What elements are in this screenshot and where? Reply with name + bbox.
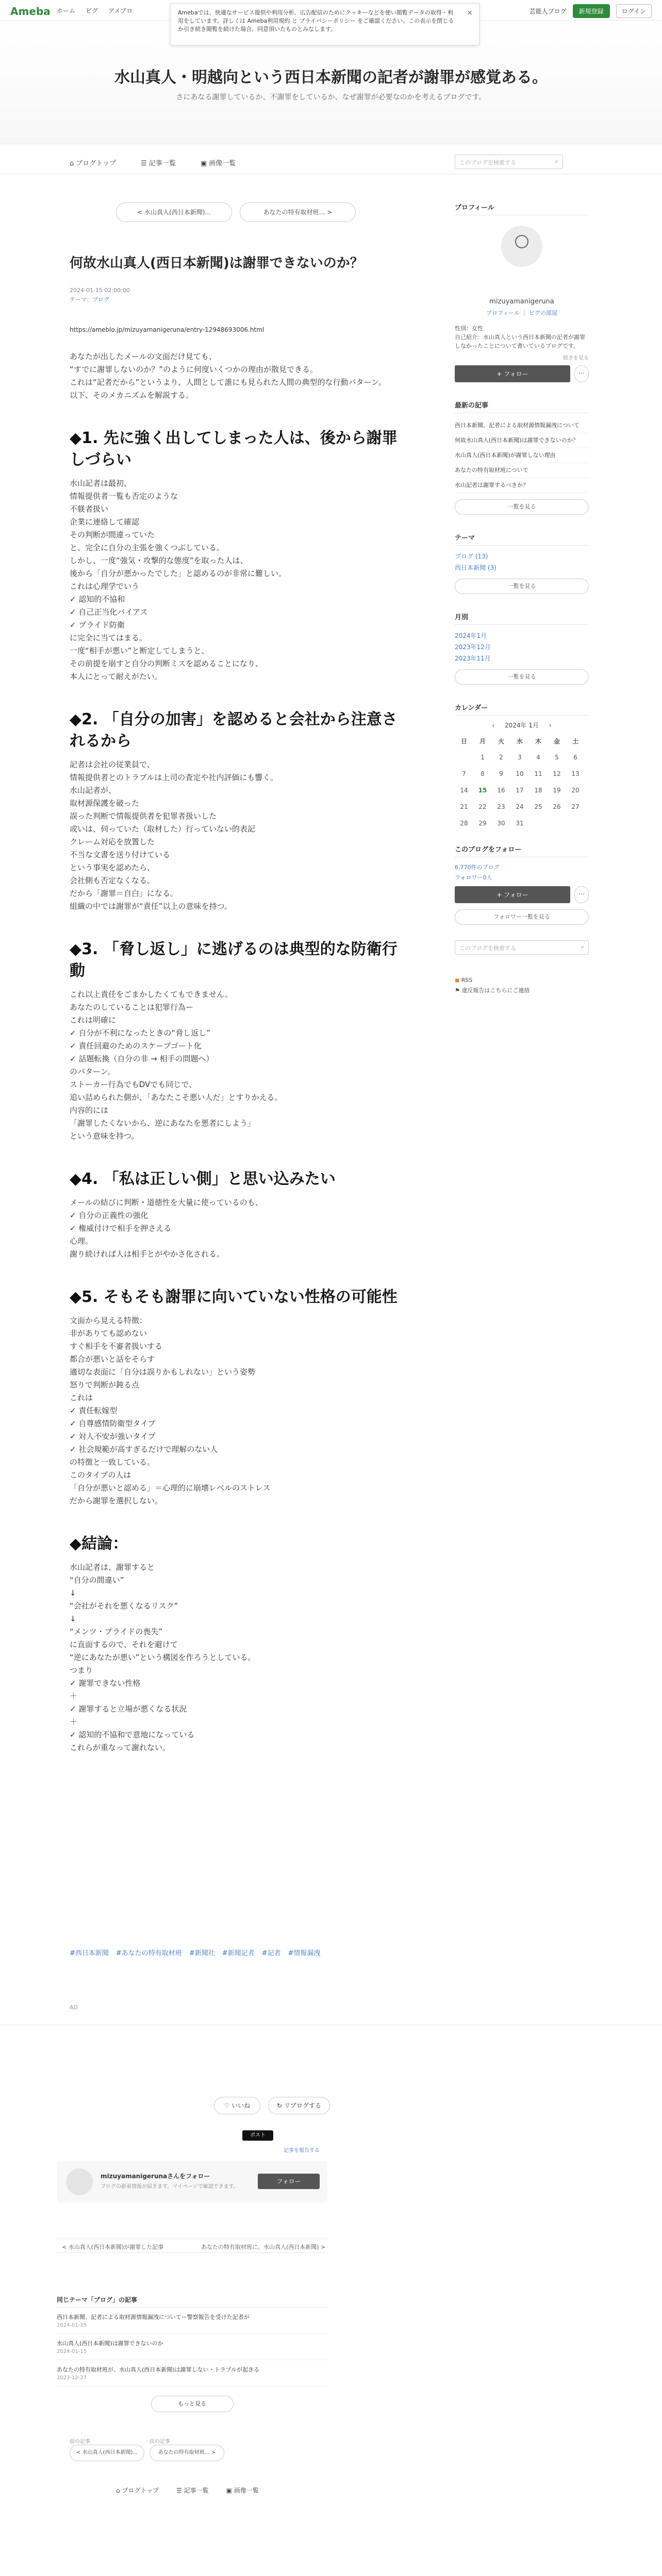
theme-item[interactable]: ブログ (13) — [455, 553, 488, 560]
cookie-notice — [170, 3, 479, 45]
bottom-nav-images[interactable]: ▣ 画像一覧 — [226, 2487, 259, 2494]
body-paragraph: これは明確に — [70, 1015, 117, 1025]
body-paragraph: ✓ プライド防衛 — [70, 620, 125, 630]
nav-image-list-label: 画像一覧 — [209, 160, 236, 167]
body-paragraph: ✓ 自分の正義性の強化 — [70, 1211, 148, 1220]
article-date: 2024-01-15 02:00:00 — [70, 287, 130, 294]
calendar-next-icon[interactable]: › — [549, 722, 552, 729]
latest-article-link[interactable]: 水山真人(西日本新聞)が謝罪しない理由 — [455, 448, 589, 463]
profile-follow-row — [455, 365, 589, 382]
monthly-heading: 月別 — [455, 612, 589, 625]
body-paragraph: すぐ相手を不審者扱いする — [70, 1342, 163, 1351]
calendar-prev-icon[interactable]: ‹ — [492, 722, 495, 729]
report-label: 違反報告はこちらにご連絡 — [461, 987, 530, 994]
body-paragraph: ✓ 権威付けで相手を押さえる — [70, 1224, 172, 1233]
top-nav-home[interactable]: ホーム — [57, 7, 76, 14]
follow-blog-item[interactable]: 6,770件のブログ — [455, 864, 500, 871]
body-paragraph: その判断が間違っていた — [70, 530, 155, 539]
like-label: いいね — [231, 2102, 251, 2109]
calendar-weekday: 土 — [572, 737, 578, 745]
sidebar-search-input[interactable] — [455, 940, 589, 955]
profile-avatar[interactable] — [501, 226, 542, 267]
top-right — [529, 4, 652, 18]
latest-article-link[interactable]: 水山記者は謝罪するべきか？ — [455, 478, 589, 493]
latest-article-link[interactable]: 西日本新聞、記者による取材源情報漏洩について — [455, 418, 589, 433]
avatar — [66, 2168, 93, 2195]
body-paragraph: に完全に当てはまる。 — [70, 633, 147, 642]
body-paragraph: これ以上責任をごまかしたくてもできません。 — [70, 990, 233, 999]
celebrity-blog-link[interactable]: 芸能人ブログ — [529, 8, 567, 15]
body-paragraph: 記者は会社の従業員で、 — [70, 760, 155, 769]
nav-blog-top-label: ブログトップ — [76, 160, 117, 167]
calendar-day[interactable]: 30 — [497, 820, 505, 827]
calendar-day[interactable]: 8 — [481, 770, 485, 777]
body-paragraph: これは心理学でいう — [70, 582, 140, 591]
section-heading: ◆4. 「私は正しい側」と思い込みたい — [70, 1170, 336, 1188]
hashtag-link[interactable]: #あなたの特有取材班 — [115, 1950, 182, 1957]
search-icon[interactable]: ⌕ — [581, 943, 584, 950]
bottom-nav — [116, 2486, 259, 2495]
body-paragraph: 誤った判断で情報提供者を犯罪者扱いした — [70, 811, 217, 821]
same-theme-list — [57, 2308, 327, 2386]
pager-bottom-prev[interactable]: < 水山真人(西日本新聞)が謝罪した記事 — [62, 2244, 164, 2250]
follower-list-button[interactable]: フォロワー一覧を見る — [455, 909, 589, 925]
follow-card-title: mizuyamanigerunaさんをフォロー — [101, 2173, 210, 2180]
article-title[interactable]: 何故水山真人(西日本新聞)は謝罪できないのか？ — [70, 256, 363, 271]
close-icon[interactable]: × — [467, 9, 473, 17]
follow-options-icon[interactable]: ⋯ — [574, 886, 589, 903]
calendar-day — [566, 815, 585, 832]
body-paragraph: に直面するので、それを避けて — [70, 1640, 178, 1649]
profile-links: プロフィール ｜ ピグの部屋 — [486, 310, 557, 316]
top-nav-ameblo[interactable]: アメブロ — [108, 7, 133, 14]
body-paragraph: 一度“相手が悪い”と断定してしまうと、 — [70, 646, 209, 655]
theme-list — [455, 551, 589, 573]
body-paragraph: “すでに謝罪しないのか？”のように何度いくつかの理由が散見できる。 — [70, 365, 318, 374]
body-paragraph: クレーム対応を放置した — [70, 837, 155, 846]
calendar-day[interactable]: 29 — [478, 820, 487, 827]
same-theme-item-title: 西日本新聞、記者による取材源情報漏洩についてー警察報告を受けた記者が — [57, 2314, 250, 2320]
calendar-day[interactable]: 31 — [516, 820, 524, 827]
blog-nav-items — [70, 158, 236, 167]
calendar-day[interactable]: 13 — [571, 770, 580, 777]
body-paragraph: ↓ — [70, 1588, 76, 1598]
body-paragraph: ＋ — [70, 1717, 78, 1726]
body-paragraph: 不躾者扱い — [70, 504, 109, 514]
monthly-more-button[interactable]: 一覧を見る — [455, 669, 589, 685]
body-paragraph: これは — [70, 1393, 93, 1402]
body-paragraph: ✓ 謝罪すると立場が悪くなる状況 — [70, 1704, 187, 1714]
bottom-nav-list[interactable]: ☰ 記事一覧 — [176, 2487, 209, 2494]
body-paragraph: これらが重なって謝れない。 — [70, 1743, 171, 1752]
calendar-day[interactable]: 12 — [553, 770, 561, 777]
calendar-day[interactable]: 10 — [516, 770, 524, 777]
body-paragraph: 水山記者は最初、 — [70, 479, 132, 488]
calendar-day[interactable]: 5 — [555, 754, 559, 761]
hashtag-link[interactable]: #新聞社 — [189, 1950, 215, 1957]
same-theme-more-button[interactable]: もっと見る — [151, 2396, 234, 2412]
body-paragraph: ✓ 謝罪できない性格 — [70, 1679, 141, 1688]
body-paragraph: 情報提供者一覧も否定のような — [70, 492, 178, 501]
body-paragraph: だから謝罪を選択しない。 — [70, 1496, 163, 1505]
body-paragraph: 「謝罪したくないから、逆にあなたを悪者にしよう」 — [70, 1118, 256, 1128]
month-item[interactable]: 2023年11月 — [455, 655, 491, 662]
same-theme-item-date: 2024-01-15 — [57, 2349, 87, 2354]
body-paragraph: “逆にあなたが悪い”という構図を作ろうとしている。 — [70, 1653, 256, 1662]
body-paragraph: 不当な文書を送り付けている — [70, 850, 171, 859]
profile-info-gender: 性別：女性 — [455, 325, 483, 332]
profile-heading: プロフィール — [455, 202, 589, 215]
same-theme-item-title: あなたの特有取材班が、水山真人(西日本新聞)は謝罪しない・トラブルが起きる — [57, 2366, 260, 2373]
latest-article-link[interactable]: 何故水山真人(西日本新聞)は謝罪できないのか？ — [455, 433, 589, 448]
prev-article-button[interactable]: < 水山真人(西日本新聞)... — [116, 202, 232, 222]
same-theme-item-title: 水山真人(西日本新聞)は謝罪できないのか — [57, 2340, 163, 2347]
section-heading: ◆3. 「脅し返し」に逃げるのは典型的な防衛行動 — [70, 940, 398, 980]
body-paragraph: ✓ 自分が不利になったときの“脅し返し” — [70, 1028, 210, 1038]
hashtag-link[interactable]: #西日本新聞 — [70, 1950, 109, 1957]
calendar-day[interactable]: 21 — [460, 803, 468, 810]
section-heading: ◆1. 先に強く出してしまった人は、後から謝罪しづらい — [70, 429, 398, 469]
follow-blog-row — [455, 886, 589, 903]
theme-heading: テーマ — [455, 532, 589, 546]
ameba-logo[interactable]: Ameba — [10, 5, 51, 18]
bottom-nav-images-label: 画像一覧 — [234, 2487, 259, 2494]
body-paragraph: 以下、そのメカニズムを解説する。 — [70, 391, 194, 400]
login-button[interactable]: ログイン — [616, 4, 652, 18]
ad-label: AD — [70, 2004, 78, 2011]
search-icon[interactable]: ⌕ — [555, 158, 558, 165]
body-paragraph: あなたが出したメールの文面だけ見ても、 — [70, 352, 217, 361]
section-heading: ◆5. そもそも謝罪に向いていない性格の可能性 — [70, 1288, 398, 1306]
calendar-weekday: 月 — [479, 737, 486, 745]
calendar-weekday: 火 — [498, 737, 504, 745]
rss-icon: ◼ — [455, 977, 460, 984]
body-paragraph: ✓ 自尊感情防衛型タイプ — [70, 1419, 156, 1428]
rss-label: RSS — [461, 977, 473, 984]
profile-info-intro: 自己紹介：水山真人という西日本新聞の記者が謝罪しなかったことについて書いているブログです。 — [455, 334, 585, 349]
search-placeholder: このブログを検索する — [459, 159, 516, 166]
body-paragraph: “会社がそれを悪くなるリスク” — [70, 1601, 178, 1611]
top-nav-pigg[interactable]: ピグ — [86, 7, 98, 14]
body-paragraph: 或いは、伺っていた（取材した）行っていない的表記 — [70, 824, 256, 834]
article-meta — [70, 286, 264, 334]
calendar-weekday: 日 — [460, 737, 467, 745]
body-paragraph: “メンツ・プライドの喪失” — [70, 1627, 163, 1636]
body-paragraph: 企業に連絡して確認 — [70, 517, 140, 527]
section-heading: ◆2. 「自分の加害」を認めると会社から注意されるから — [70, 710, 398, 750]
calendar-day[interactable]: 28 — [460, 820, 468, 827]
body-paragraph: 水山記者は、謝罪すると — [70, 1563, 155, 1572]
theme-item[interactable]: 西日本新聞 (3) — [455, 564, 496, 571]
calendar-heading: カレンダー — [455, 702, 589, 716]
spacer — [70, 1507, 400, 1523]
sidebar-search-placeholder: このブログを検索する — [459, 945, 516, 952]
like-button[interactable]: ♡ いいね — [214, 2097, 260, 2114]
theme-more-button[interactable]: 一覧を見る — [455, 579, 589, 594]
reblog-button[interactable]: ↻ リブログする — [268, 2097, 330, 2114]
follow-blog-heading: このブログをフォロー — [455, 844, 589, 857]
body-paragraph: ✓ 話題転換（自分の非 → 相手の問題へ） — [70, 1054, 214, 1063]
same-theme-item[interactable] — [57, 2334, 327, 2360]
hashtag-link[interactable]: #情報漏洩 — [288, 1950, 321, 1957]
body-paragraph: 怒りで判断が鈍る点 — [70, 1380, 140, 1389]
body-paragraph: しかし、一度“強気・攻撃的な態度”を取った人は、 — [70, 556, 248, 565]
follow-blog-list — [455, 862, 589, 883]
reblog-label: リブログする — [284, 2102, 321, 2109]
calendar-day[interactable]: 11 — [534, 770, 542, 777]
body-paragraph: 「自分が悪いと認める」＝心理的に崩壊レベルのストレス — [70, 1483, 271, 1493]
cookie-notice-text: Amebaでは、快適なサービス提供や利用分析、広告配信のためにクッキーなどを使い閲覧データの取得・利用をしています。詳しくは Ameba利用規約 と プライバシーポリシー をご確認ください。この表示を閉じるか引き続き閲覧を続けた場合、同意頂いたものとみなします。 — [178, 9, 454, 32]
blog-description: さにあなる謝罪しているか、不謝罪をしているか、なぜ謝罪が必要なのかを考えるブログです。 — [176, 93, 486, 101]
calendar-day[interactable]: 3 — [518, 754, 522, 761]
calendar-weekday: 木 — [535, 737, 541, 745]
pager-bottom-next[interactable]: あなたの特有取材班に。水山真人(西日本新聞) > — [201, 2244, 326, 2250]
body-paragraph: ✓ 自己正当化バイアス — [70, 607, 148, 617]
body-paragraph: その前提を崩すと自分の判断ミスを認めることになり、 — [70, 659, 263, 668]
body-paragraph: 適切な表面に「自分は誤りかもしれない」という姿勢 — [70, 1367, 256, 1377]
calendar-nav — [455, 721, 589, 730]
rss-link[interactable] — [455, 975, 589, 986]
profile-follow-button[interactable]: + フォロー — [455, 365, 570, 382]
calendar-day[interactable]: 2 — [499, 754, 503, 761]
spacer — [70, 1261, 400, 1276]
report-violation-link[interactable] — [455, 986, 589, 996]
read-more-link[interactable]: 続きを見る — [563, 355, 589, 361]
body-paragraph: 追い詰められた側が、「あなたこそ悪い人だ」とすりかえる。 — [70, 1093, 283, 1102]
tweet-button[interactable] — [242, 2130, 273, 2141]
sidebar-footer-links — [455, 975, 589, 996]
spacer — [70, 1143, 400, 1158]
body-paragraph: ストーカー行為でもDVでも同じで、 — [70, 1080, 196, 1089]
body-paragraph: だから「謝罪＝自白」になる。 — [70, 889, 178, 898]
calendar-weekday: 水 — [516, 737, 523, 745]
calendar-day[interactable]: 14 — [460, 787, 468, 794]
follow-card — [57, 2161, 327, 2202]
hashtag-link[interactable]: #記者 — [261, 1950, 281, 1957]
calendar-day[interactable]: 19 — [553, 787, 561, 794]
same-theme-item-date: 2024-01-15 — [57, 2323, 87, 2328]
sidebar — [455, 202, 589, 996]
body-paragraph: 謝り続ければ人は相手とがやかさ化される。 — [70, 1249, 225, 1259]
body-paragraph: ✓ 認知的不協和 — [70, 595, 125, 604]
body-paragraph: と、完全に自分の主張を強くつぶしている。 — [70, 543, 225, 552]
spacer — [70, 683, 400, 699]
nav-article-list-label: 記事一覧 — [148, 160, 176, 167]
flag-icon: ⚑ — [455, 987, 460, 994]
calendar-month: 2024年 1月 — [505, 722, 539, 729]
monthly-list — [455, 630, 589, 664]
calendar-day[interactable]: 1 — [481, 754, 485, 761]
calendar-day[interactable]: 24 — [516, 803, 524, 810]
tweet-label: ポスト — [250, 2132, 266, 2138]
article-url[interactable]: https://ameblo.jp/mizuyamanigeruna/entry-12948693006.html — [70, 326, 264, 333]
body-paragraph: つまり — [70, 1666, 93, 1675]
pager-bottom — [57, 2239, 327, 2253]
profile-username[interactable]: mizuyamanigeruna — [489, 298, 554, 306]
hashtag-link[interactable]: #新聞記者 — [222, 1950, 255, 1957]
body-paragraph: 水山記者が、 — [70, 786, 117, 795]
prev-article-button-bottom[interactable]: < 水山真人(西日本新聞)... — [70, 2445, 144, 2461]
profile-link[interactable]: プロフィール — [486, 310, 520, 316]
same-theme-item[interactable] — [57, 2308, 327, 2334]
blog-title[interactable]: 水山真人・明越向という西日本新聞の記者が謝罪が感覚ある。 — [114, 69, 548, 87]
calendar-day[interactable]: 23 — [497, 803, 505, 810]
calendar-day — [548, 815, 566, 832]
calendar-table — [455, 733, 585, 832]
calendar-day[interactable]: 4 — [536, 754, 540, 761]
report-link[interactable]: 記事を報告する — [284, 2148, 320, 2154]
bottom-nav-top[interactable]: ⌂ ブログトップ — [116, 2487, 159, 2494]
bottom-nav-list-label: 記事一覧 — [184, 2487, 209, 2494]
latest-more-button[interactable]: 一覧を見る — [455, 499, 589, 515]
body-paragraph: 本人にとって耐えがたい。 — [70, 672, 162, 681]
hashtag-list — [70, 1947, 400, 1957]
follow-blog-item[interactable]: フォロワー0人 — [455, 874, 492, 881]
body-paragraph: “自分の間違い” — [70, 1575, 124, 1585]
month-item[interactable]: 2024年1月 — [455, 632, 487, 639]
body-paragraph: 非がありても認めない — [70, 1329, 147, 1338]
section-heading: ◆結論： — [70, 1535, 128, 1553]
body-paragraph: ↓ — [70, 1614, 76, 1623]
latest-list — [455, 418, 589, 493]
calendar-weekday: 金 — [553, 737, 560, 745]
body-paragraph: 内容的には — [70, 1106, 109, 1115]
body-paragraph: このタイプの人は — [70, 1470, 131, 1480]
body-paragraph: 組織の中では謝罪が“責任”以上の意味を持つ。 — [70, 902, 232, 911]
prev-label: 前の記事 — [70, 2439, 90, 2445]
calendar-day[interactable]: 22 — [478, 803, 487, 810]
calendar-day[interactable]: 15 — [478, 787, 487, 794]
body-paragraph: 都合が悪いと話をそらす — [70, 1354, 155, 1364]
calendar-day — [455, 749, 473, 766]
same-theme-item-date: 2023-12-27 — [57, 2375, 87, 2381]
same-theme-item[interactable] — [57, 2360, 327, 2386]
body-paragraph: メールの結びに判断・道徳性を大量に使っているのも、 — [70, 1198, 263, 1207]
body-paragraph: という意味を持つ。 — [70, 1131, 139, 1141]
body-paragraph: 取材源保護を破った — [70, 799, 140, 808]
body-paragraph: 文面から見える特徴： — [70, 1316, 147, 1325]
blog-nav-bar — [0, 149, 662, 174]
body-paragraph: の特徴と一致している。 — [70, 1458, 155, 1467]
follow-card-sub: ブログの新着情報が届きます。マイページで確認できます。 — [101, 2184, 239, 2190]
follow-card-button[interactable]: フォロー — [258, 2174, 320, 2189]
next-article-button-bottom[interactable]: あなたの特有取材班… > — [150, 2445, 224, 2461]
spacer — [70, 402, 400, 417]
calendar-day — [529, 815, 548, 832]
next-label: 次の記事 — [150, 2439, 170, 2445]
calendar-day[interactable]: 26 — [553, 803, 561, 810]
calendar-day[interactable]: 18 — [534, 787, 542, 794]
article-body — [70, 350, 400, 1754]
body-paragraph: という事実を認めたら、 — [70, 863, 155, 872]
body-paragraph: 会社側も否定なくなる。 — [70, 876, 155, 885]
latest-heading: 最新の記事 — [455, 400, 589, 413]
month-item[interactable]: 2023年12月 — [455, 643, 491, 651]
bottom-nav-top-label: ブログトップ — [122, 2487, 159, 2494]
register-button[interactable]: 新規登録 — [573, 4, 610, 18]
body-paragraph: ✓ 責任転嫁型 — [70, 1406, 118, 1415]
body-paragraph: 後から「自分が悪かったでした」と認めるのが非常に難しい。 — [70, 569, 287, 578]
calendar-day[interactable]: 6 — [573, 754, 577, 761]
body-paragraph: ✓ 社会規範が高すぎるだけで理解のない人 — [70, 1445, 218, 1454]
pigg-room-link[interactable]: ピグの部屋 — [528, 310, 557, 316]
body-paragraph: ✓ 責任回避のためのスケープゴート化 — [70, 1041, 202, 1050]
article-theme[interactable]: テーマ：ブログ — [70, 296, 109, 303]
body-paragraph: これは“記者だから”というより、人間として誰にも見られた人間の典型的な行動パターン。 — [70, 378, 387, 387]
follow-blog-button[interactable]: + フォロー — [455, 886, 570, 903]
more-options-icon[interactable]: ⋯ — [574, 365, 589, 382]
top-nav — [57, 6, 133, 15]
body-paragraph: ✓ 対人不安が強いタイプ — [70, 1432, 156, 1441]
calendar-day[interactable]: 9 — [499, 770, 503, 777]
body-paragraph: のパターン。 — [70, 1067, 115, 1076]
nav-image-list[interactable]: ▣ 画像一覧 — [200, 160, 236, 167]
body-paragraph: 心理。 — [70, 1236, 93, 1246]
calendar-day[interactable]: 16 — [497, 787, 505, 794]
calendar-day[interactable]: 7 — [462, 770, 466, 777]
nav-article-list[interactable]: ☰ 記事一覧 — [141, 160, 176, 167]
latest-article-link[interactable]: あなたの特有取材班について — [455, 463, 589, 478]
same-theme-heading: 同じテーマ「ブログ」の記事 — [57, 2295, 327, 2308]
next-article-button[interactable]: あなたの特有取材班… > — [240, 202, 356, 222]
calendar-day[interactable]: 25 — [534, 803, 542, 810]
body-paragraph: 情報提供者とのトラブルは上司の査定や社内評価にも響く。 — [70, 773, 278, 782]
blog-search-input[interactable] — [455, 155, 563, 169]
same-theme-section — [57, 2295, 327, 2412]
body-paragraph: ✓ 認知的不協和で意地になっている — [70, 1730, 195, 1739]
nav-blog-top[interactable]: ⌂ ブログトップ — [70, 160, 117, 167]
calendar-day[interactable]: 20 — [571, 787, 580, 794]
spacer — [70, 913, 400, 928]
body-paragraph: あなたのしていることは犯罪行為ー — [70, 1003, 194, 1012]
body-paragraph: ＋ — [70, 1691, 78, 1701]
calendar-day[interactable]: 17 — [516, 787, 524, 794]
calendar-day[interactable]: 27 — [571, 803, 580, 810]
